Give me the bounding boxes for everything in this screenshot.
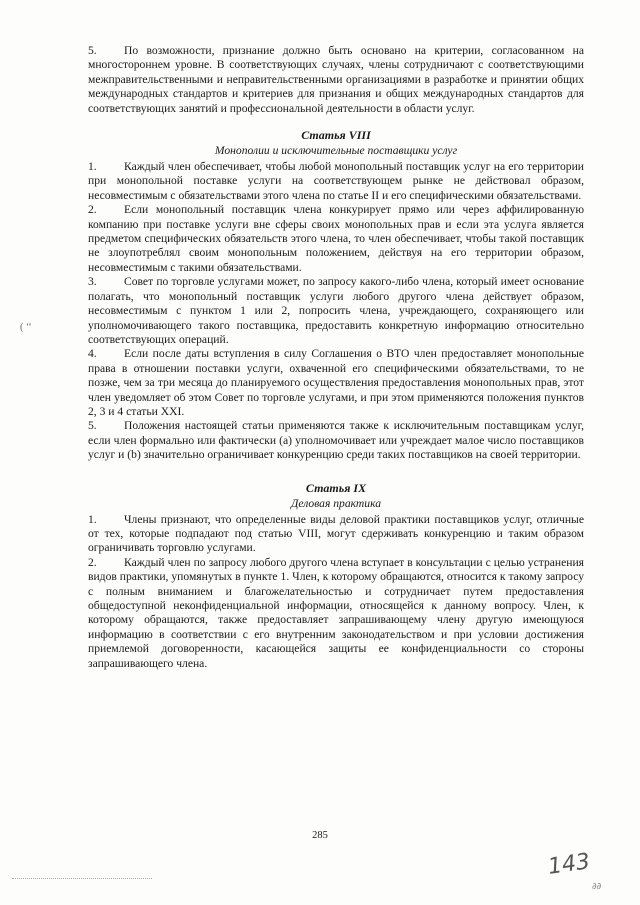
scan-artifact-line <box>12 878 152 879</box>
article-8-paragraph-5 <box>88 419 584 462</box>
paragraph-text: Если после даты вступления в силу Соглашения о ВТО член предоставляет монопольные права в отношении поставки услуги, охваченной его специфическими обязательствами, то не позже, чем за три месяца до планируемого осуществления предоставления монопольных прав, этот член уведомляет об этом Совет по торговле услугами, и при этом применяются положения пунктов 2, 3 и 4 статьи XXI. <box>88 347 584 418</box>
article-9-paragraph-2 <box>88 556 584 671</box>
paragraph-text: По возможности, признание должно быть основано на критерии, согласованном на многостороннем уровне. В соответствующих случаях, члены сотрудничают с соответствующими межправительственными и неправительственными организациями в разработке и принятии общих международных стандартов и критериев для признания и общих международных стандартов для соответствующих занятий и профессиональной деятельности в области услуг. <box>88 44 584 115</box>
article-9-subtitle: Деловая практика <box>290 496 382 510</box>
paragraph-text: Положения настоящей статьи применяются также к исключительным поставщикам услуг, если член формально или фактически (a) уполномочивает или учреждает малое число поставщиков услуг и (b) значительно ограничивает конкуренцию среди таких поставщиков на своей территории. <box>88 419 584 462</box>
article-8-paragraph-4 <box>88 347 584 419</box>
document-body <box>88 44 584 671</box>
paragraph-text: Если монопольный поставщик члена конкурирует прямо или через аффилированную компанию при поставке услуги вне сферы своих монопольных прав и если эта услуга является предметом специфических обязательств этого члена, то член обеспечивает, чтобы такой поставщик не злоупотреблял своим монопольным положением, действуя на его территории образом, несовместимым с такими обязательствами. <box>88 203 584 274</box>
article-8-paragraph-3 <box>88 275 584 347</box>
page-number: 285 <box>312 830 328 841</box>
paragraph-number: 1. <box>88 160 97 174</box>
paragraph-number: 1. <box>88 512 97 526</box>
paragraph-number: 3. <box>88 275 97 289</box>
paragraph-number: 5. <box>88 419 97 433</box>
paragraph-number: 5. <box>88 44 97 57</box>
paragraph-number: 2. <box>88 203 97 217</box>
article-8-paragraph-2 <box>88 203 584 275</box>
paragraph-intro-5 <box>88 44 584 116</box>
paragraph-text: Совет по торговле услугами может, по запросу какого-либо члена, который имеет основание полагать, что монопольный поставщик услуги любого другого члена действует образом, несовместимым с пунктом 1 или 2, попросить члена, учреждающего, сохраняющего или уполномочивающего такого поставщика, предоставить конкретную информацию относительно соответствующих операций. <box>88 275 584 346</box>
paragraph-text: Каждый член обеспечивает, чтобы любой монопольный поставщик услуг на его территории при монопольной поставке услуги на соответствующем рынке не действовал образом, несовместимым с обязательствами этого члена по статье II и его специфическими обязательствами. <box>88 160 584 202</box>
handwritten-mark-icon: ∂∂ <box>592 882 602 892</box>
article-8-title: Статья VIII <box>301 128 371 143</box>
article-8-paragraph-1 <box>88 160 584 203</box>
paragraph-number: 2. <box>88 555 97 569</box>
article-9-title: Статья IX <box>305 480 367 495</box>
paragraph-text: Члены признают, что определенные виды деловой практики поставщиков услуг, отличные от тех, которые подпадают под статью VIII, могут сдерживать конкуренцию и таким образом ограничивать торговлю услугами. <box>88 512 584 555</box>
article-8-subtitle: Монополии и исключительные поставщики услуг <box>214 144 458 158</box>
handwritten-folio-number: 143 <box>546 849 592 880</box>
article-9-paragraph-1 <box>88 513 584 556</box>
margin-scan-mark: ( ‘‘ <box>20 322 32 333</box>
paragraph-text: Каждый член по запросу любого другого члена вступает в консультации с целью устранения видов практики, упомянутых в пункте 1. Член, к которому обращаются, относится к такому запросу с полным вниманием и благожелательностью и сотрудничает путем предоставления общедоступной неконфиденциальной информации, относящейся к данному вопросу. Член, к которому обращаются, также предоставляет запрашивающему члену другую имеющуюся информацию в соответствии с его внутренним законодательством и при условии достижения приемлемой договоренности, касающейся защиты ее конфиденциальности со стороны запрашивающего члена. <box>88 555 584 670</box>
paragraph-number: 4. <box>88 347 97 361</box>
